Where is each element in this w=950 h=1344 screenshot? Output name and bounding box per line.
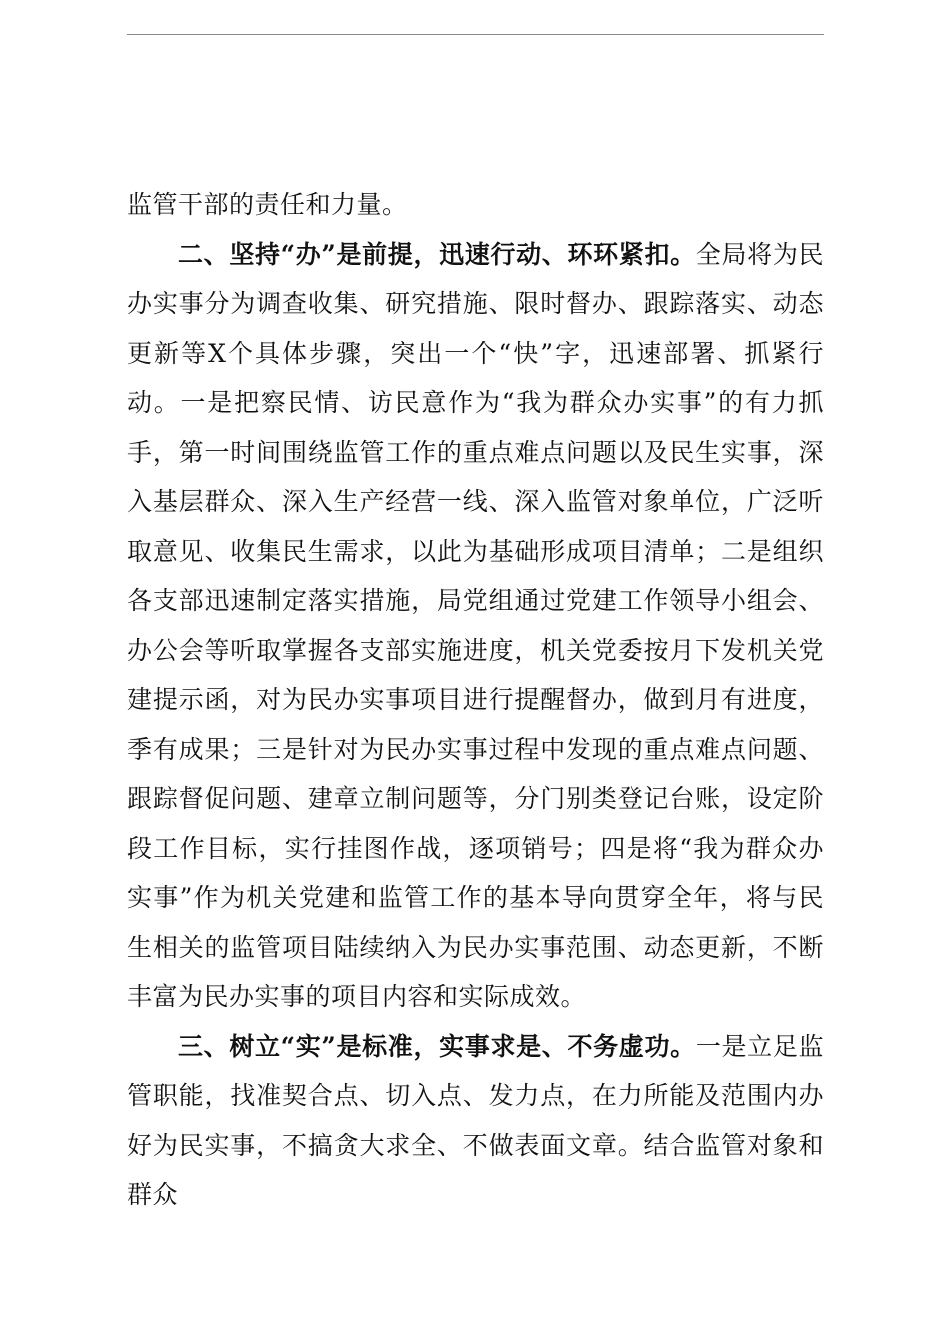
section-3-paragraph	[127, 1022, 824, 1220]
section-3-body: 一是立足监管职能，找准契合点、切入点、发力点，在力所能及范围内办好为民实事，不搞贪大求全、不做表面文章。结合监管对象和群众	[127, 1031, 824, 1209]
section-3-heading: 三、树立“实”是标准，实事求是、不务虚功。	[178, 1031, 696, 1061]
continuation-text: 监管干部的责任和力量。	[127, 190, 408, 219]
section-2-paragraph	[127, 230, 824, 1022]
continuation-paragraph	[127, 180, 824, 230]
section-2-heading: 二、坚持“办”是前提，迅速行动、环环紧扣。	[178, 239, 696, 269]
document-body	[127, 180, 824, 1220]
header-rule	[127, 34, 824, 35]
section-2-body: 全局将为民办实事分为调查收集、研究措施、限时督办、跟踪落实、动态更新等X个具体步骤，突出一个“快”字，迅速部署、抓紧行动。一是把察民情、访民意作为“我为群众办实事”的有力抓手，第一时间围绕监管工作的重点难点问题以及民生实事，深入基层群众、深入生产经营一线、深入监管对象单位，广泛听取意见、收集民生需求，以此为基础形成项目清单；二是组织各支部迅速制定落实措施，局党组通过党建工作领导小组会、办公会等听取掌握各支部实施进度，机关党委按月下发机关党建提示函，对为民办实事项目进行提醒督办，做到月有进度，季有成果；三是针对为民办实事过程中发现的重点难点问题、跟踪督促问题、建章立制问题等，分门别类登记台账，设定阶段工作目标，实行挂图作战，逐项销号；四是将“我为群众办实事”作为机关党建和监管工作的基本导向贯穿全年，将与民生相关的监管项目陆续纳入为民办实事范围、动态更新，不断丰富为民办实事的项目内容和实际成效。	[127, 239, 824, 1011]
